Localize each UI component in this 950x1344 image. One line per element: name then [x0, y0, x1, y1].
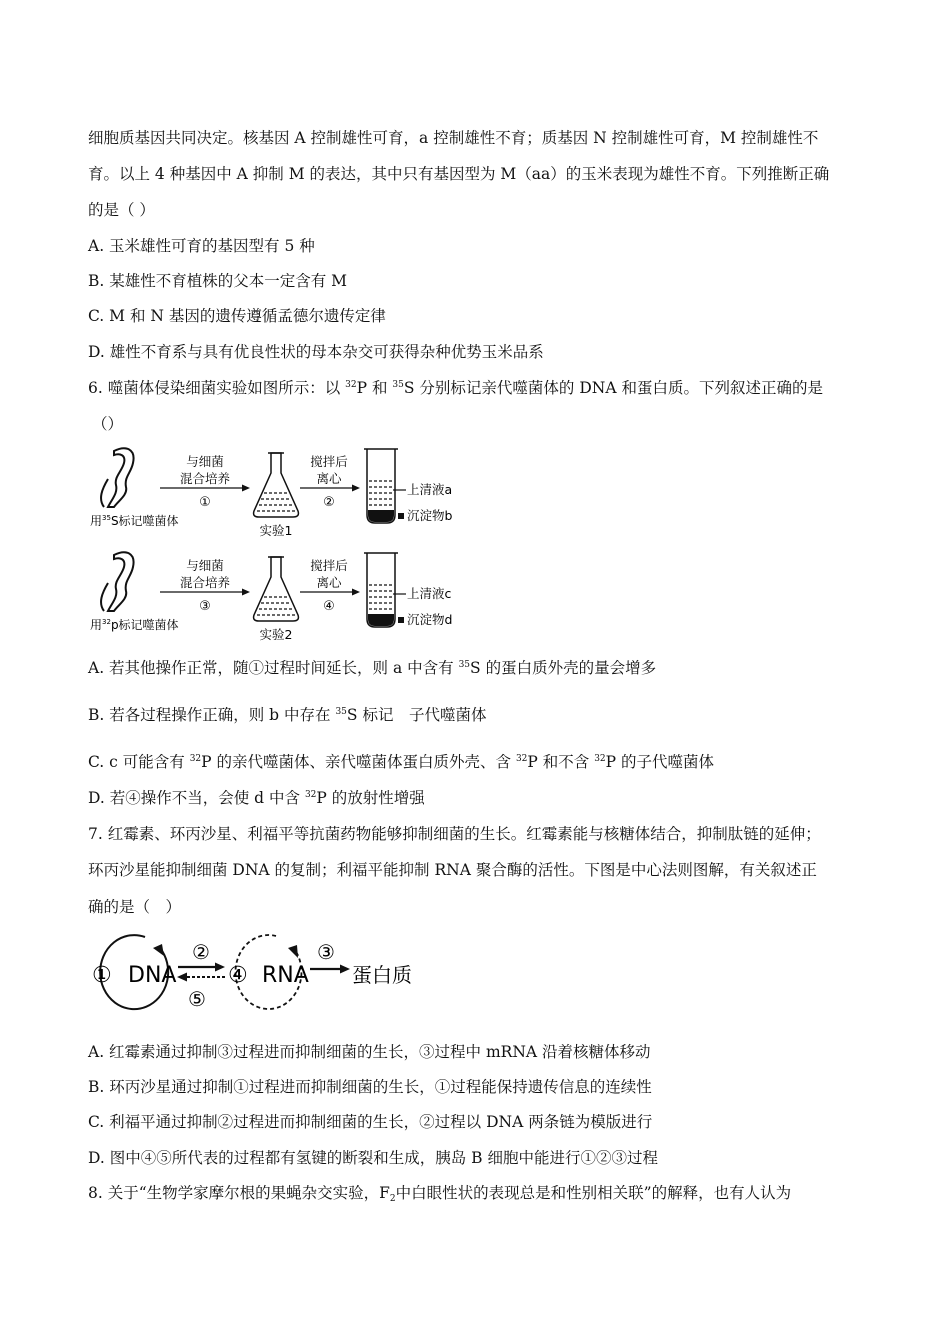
q7-option-d: D. 图中④⑤所代表的过程都有氢键的断裂和生成，胰岛 B 细胞中能进行①②③过程: [88, 1149, 658, 1167]
exp2-step2: ④: [323, 599, 335, 614]
process-5-label: ⑤: [188, 987, 206, 1011]
exp1-arrow1-bottom: 混合培养: [179, 471, 231, 486]
q5-stem-line1: 细胞质基因共同决定。核基因 A 控制雄性可育，a 控制雄性不育；质基因 N 控制雄性可育，M 控制雄性不: [88, 129, 819, 147]
exp2-arrow2-head: [352, 589, 360, 596]
flask-1: [254, 453, 299, 517]
process-2-label: ②: [192, 940, 210, 964]
exp1-precipitate-marker: [398, 513, 404, 519]
phage-icon-2: [101, 552, 134, 611]
q5-stem-line2: 育。以上 4 种基因中 A 抑制 M 的表达，其中只有基因型为 M（aa）的玉米表现为雄性不育。下列推断正确: [88, 165, 830, 183]
exp2-arrow1-head: [242, 589, 250, 596]
q7-option-a: A. 红霉素通过抑制③过程进而抑制细菌的生长，③过程中 mRNA 沿着核糖体移动: [88, 1043, 651, 1061]
phage-label-1: 用$^{35}$S标记噬菌体: [90, 514, 179, 528]
dna-label: DNA: [128, 963, 177, 988]
exp1-step2: ②: [323, 495, 335, 510]
q7-stem-line3: 确的是（ ）: [88, 898, 182, 916]
q5-option-d: D. 雄性不育系与具有优良性状的母本杂交可获得杂种优势玉米品系: [88, 343, 544, 361]
exp1-arrow2-head: [352, 485, 360, 492]
phage-experiment-figure: [88, 443, 488, 643]
exp2-arrow1-top: 与细菌: [186, 558, 224, 573]
process-1-label: ①: [92, 963, 112, 988]
q6-answer-paren: （）: [92, 415, 124, 433]
q6-option-a: A. 若其他操作正常，随①过程时间延长，则 a 中含有 $^{35}$S 的蛋白质外壳的量会增多: [88, 659, 657, 677]
flask-2: [254, 557, 299, 621]
exp2-step1: ③: [199, 599, 211, 614]
exp2-precipitate-label: 沉淀物d: [407, 612, 453, 627]
q6-stem: 6. 噬菌体侵染细菌实验如图所示：以 $^{32}$P 和 $^{35}$S 分别标记亲代噬菌体的 DNA 和蛋白质。下列叙述正确的是: [88, 379, 823, 397]
q8-stem: 8. 关于“生物学家摩尔根的果蝇杂交实验，$F_2$中白眼性状的表现总是和性别相关联”的解释，也有人认为: [88, 1184, 792, 1204]
exp1-arrow1-head: [242, 485, 250, 492]
exp2-arrow1-bottom: 混合培养: [179, 575, 231, 590]
replication-loop-dna-head: [153, 944, 164, 956]
test-tube-1: [364, 449, 398, 523]
exp1-arrow2-top: 搅拌后: [310, 454, 348, 469]
q5-option-a: A. 玉米雄性可育的基因型有 5 种: [88, 237, 315, 255]
q7-option-b: B. 环丙沙星通过抑制①过程进而抑制细菌的生长，①过程能保持遗传信息的连续性: [88, 1078, 652, 1096]
reverse-transcription-arrow-head: [177, 973, 187, 982]
exp1-precipitate-label: 沉淀物b: [407, 508, 453, 523]
exp1-arrow1-top: 与细菌: [186, 454, 224, 469]
central-dogma-diagram: [88, 926, 418, 1022]
experiment-1: [90, 448, 453, 538]
exp1-arrow2-bottom: 离心: [316, 471, 342, 486]
q5-stem-line3: 的是（ ）: [88, 201, 155, 219]
phage-icon-1: [101, 448, 134, 507]
q5-option-b: B. 某雄性不育植株的父本一定含有 M: [88, 272, 348, 290]
flask-label-2: 实验2: [259, 627, 293, 642]
q7-option-c: C. 利福平通过抑制②过程进而抑制细菌的生长，②过程以 DNA 两条链为模版进行: [88, 1113, 653, 1131]
test-tube-2: [364, 553, 398, 627]
transcription-arrow-head: [215, 963, 225, 972]
q6-option-c: C. c 可能含有 $^{32}$P 的亲代噬菌体、亲代噬菌体蛋白质外壳、含 $^{32}$P 和不含 $^{32}$P 的子代噬菌体: [88, 753, 715, 771]
exp2-arrow2-top: 搅拌后: [310, 558, 348, 573]
exp1-step1: ①: [199, 495, 211, 510]
rna-label: RNA: [262, 963, 309, 988]
q7-stem-line2: 环丙沙星能抑制细菌 DNA 的复制；利福平能抑制 RNA 聚合酶的活性。下图是中心法则图解，有关叙述正: [88, 861, 817, 879]
exp2-arrow2-bottom: 离心: [316, 575, 342, 590]
protein-label: 蛋白质: [352, 963, 412, 987]
q6-option-b: B. 若各过程操作正确，则 b 中存在 $^{35}$S 标记 子代噬菌体: [88, 706, 487, 724]
process-3-label: ③: [317, 940, 335, 964]
q6-option-d: D. 若④操作不当，会使 d 中含 $^{32}$P 的放射性增强: [88, 789, 425, 807]
exp2-supernatant-label: 上清液c: [407, 586, 452, 601]
experiment-2: [90, 552, 452, 642]
flask-label-1: 实验1: [259, 523, 293, 538]
phage-label-2: 用$^{32}$p标记噬菌体: [90, 618, 179, 632]
q5-option-c: C. M 和 N 基因的遗传遵循孟德尔遗传定律: [88, 307, 386, 325]
translation-arrow-head: [340, 965, 350, 974]
process-4-label: ④: [228, 963, 248, 988]
exp1-supernatant-label: 上清液a: [407, 482, 453, 497]
replication-loop-rna-head: [288, 945, 298, 958]
exp2-precipitate-marker: [398, 617, 404, 623]
q7-stem-line1: 7. 红霉素、环丙沙星、利福平等抗菌药物能够抑制细菌的生长。红霉素能与核糖体结合，抑制肽链的延伸；: [88, 825, 821, 843]
